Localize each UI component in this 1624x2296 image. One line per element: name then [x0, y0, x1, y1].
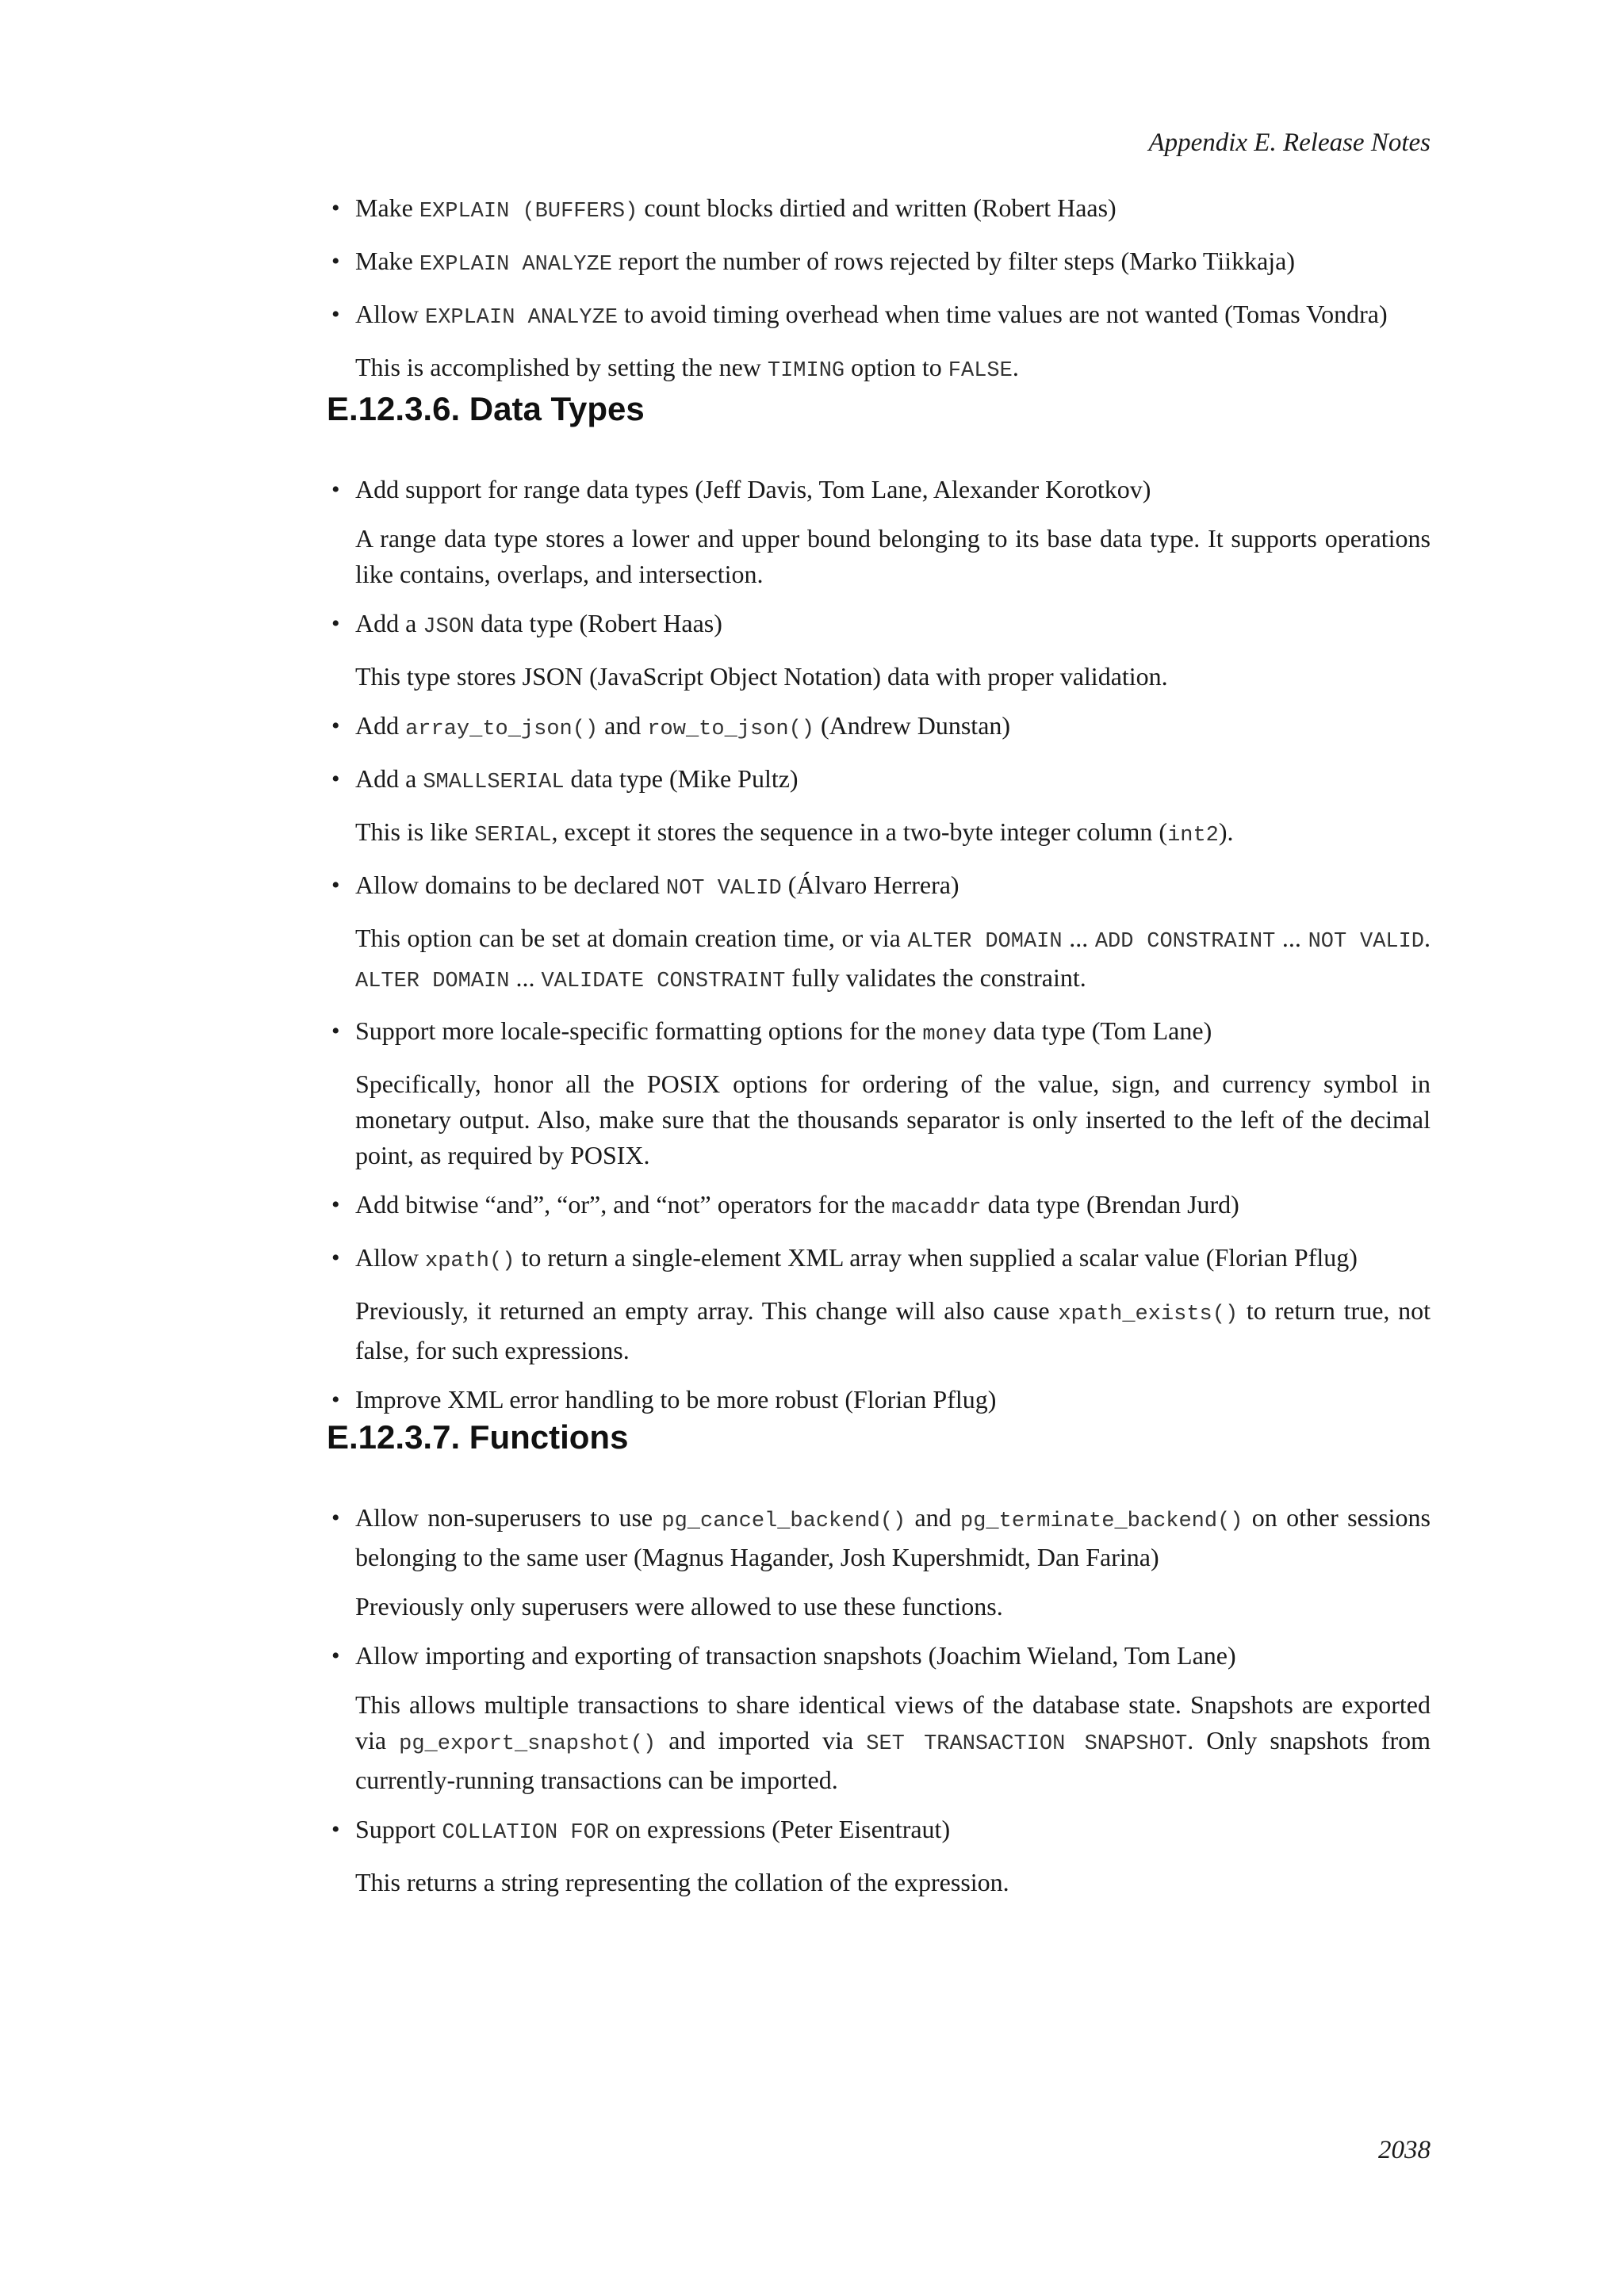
item-text: Add support for range data types (Jeff Davis, Tom Lane, Alexander Korotkov): [355, 475, 1151, 503]
item-text: Make EXPLAIN (BUFFERS) count blocks dirtied and written (Robert Haas): [355, 193, 1116, 224]
bullet-icon: •: [331, 1018, 340, 1044]
list-item: [327, 190, 1431, 230]
item-note: This returns a string representing the collation of the expression.: [355, 1868, 1009, 1896]
item-text: Add a JSON data type (Robert Haas): [355, 609, 722, 639]
section-heading-functions: E.12.3.7. Functions: [327, 1418, 629, 1456]
functions-list: [327, 1500, 1431, 1900]
data-types-list: [327, 472, 1431, 1418]
item-note: Previously, it returned an empty array. This change will also cause xpath_exists() to return true, not false, for such expressions.: [355, 1296, 1431, 1364]
bullet-icon: •: [331, 872, 340, 898]
list-item: [327, 1382, 1431, 1418]
item-text: Add array_to_json() and row_to_json() (Andrew Dunstan): [355, 711, 1011, 741]
bullet-icon: •: [331, 1816, 340, 1843]
bullet-icon: •: [331, 713, 340, 739]
item-text: Support more locale-specific formatting options for the money data type (Tom Lane): [355, 1016, 1212, 1047]
bullet-icon: •: [331, 1643, 340, 1669]
list-item: [327, 243, 1431, 283]
section-heading-data-types: E.12.3.6. Data Types: [327, 390, 645, 427]
bullet-icon: •: [331, 766, 340, 792]
bullet-icon: •: [331, 195, 340, 221]
item-note: This is accomplished by setting the new TIMING option to FALSE.: [355, 353, 1019, 383]
page-number: 2038: [1378, 2136, 1431, 2164]
item-text: Improve XML error handling to be more robust (Florian Pflug): [355, 1385, 997, 1414]
bullet-icon: •: [331, 610, 340, 637]
list-item: [327, 1500, 1431, 1624]
list-item: [327, 761, 1431, 854]
list-item: [327, 1638, 1431, 1798]
bullet-icon: •: [331, 1505, 340, 1531]
list-item: [327, 472, 1431, 592]
item-text: Add a SMALLSERIAL data type (Mike Pultz): [355, 764, 799, 794]
list-item: [327, 1240, 1431, 1368]
item-note: A range data type stores a lower and upper bound belonging to its base data type. It supports operations like contains, overlaps, and intersection.: [355, 524, 1431, 588]
list-item: [327, 1187, 1431, 1226]
item-text: Support COLLATION FOR on expressions (Peter Eisentraut): [355, 1815, 951, 1845]
intro-list: [327, 190, 1431, 389]
item-text: Allow EXPLAIN ANALYZE to avoid timing overhead when time values are not wanted (Tomas Vondra): [355, 300, 1388, 330]
list-item: [327, 1812, 1431, 1900]
item-text: Allow xpath() to return a single-element XML array when supplied a scalar value (Florian Pflug): [355, 1243, 1358, 1273]
item-note: This type stores JSON (JavaScript Object Notation) data with proper validation.: [355, 662, 1168, 691]
bullet-icon: •: [331, 248, 340, 274]
item-text: Allow importing and exporting of transaction snapshots (Joachim Wieland, Tom Lane): [355, 1641, 1236, 1670]
bullet-icon: •: [331, 1387, 340, 1413]
item-text: Allow domains to be declared NOT VALID (Álvaro Herrera): [355, 871, 959, 901]
item-text: Allow non-superusers to use pg_cancel_backend() and pg_terminate_backend() on other sessions belonging to the same user (Magnus Hagander, Josh Kupershmidt, Dan Farina): [355, 1503, 1431, 1571]
item-note: This option can be set at domain creation time, or via ALTER DOMAIN ... ADD CONSTRAINT ... NOT VALID. ALTER DOMAIN ... VALIDATE CONSTRAINT fully validates the constraint.: [355, 924, 1431, 993]
list-item: [327, 297, 1431, 389]
item-note: This allows multiple transactions to share identical views of the database state. Snapshots are exported via pg_export_snapshot() and imported via SET TRANSACTION SNAPSHOT. Only snapshots from currently-running transactions can be imported.: [355, 1690, 1431, 1794]
item-text: Make EXPLAIN ANALYZE report the number of rows rejected by filter steps (Marko Tiikkaja): [355, 247, 1296, 277]
running-header: Appendix E. Release Notes: [1148, 128, 1431, 157]
bullet-icon: •: [331, 1245, 340, 1271]
body-column: [327, 190, 1431, 1900]
list-item: [327, 867, 1431, 1000]
item-note: Previously only superusers were allowed to use these functions.: [355, 1592, 1003, 1621]
list-item: [327, 1013, 1431, 1173]
bullet-icon: •: [331, 476, 340, 503]
list-item: [327, 606, 1431, 695]
item-note: This is like SERIAL, except it stores the sequence in a two-byte integer column (int2).: [355, 817, 1234, 848]
bullet-icon: •: [331, 301, 340, 327]
list-item: [327, 708, 1431, 748]
bullet-icon: •: [331, 1192, 340, 1218]
item-text: Add bitwise “and”, “or”, and “not” operators for the macaddr data type (Brendan Jurd): [355, 1190, 1239, 1220]
item-note: Specifically, honor all the POSIX options for ordering of the value, sign, and currency symbol in monetary output. Also, make sure that the thousands separator is only inserted to the left of the decimal point, as required by POSIX.: [355, 1070, 1431, 1169]
